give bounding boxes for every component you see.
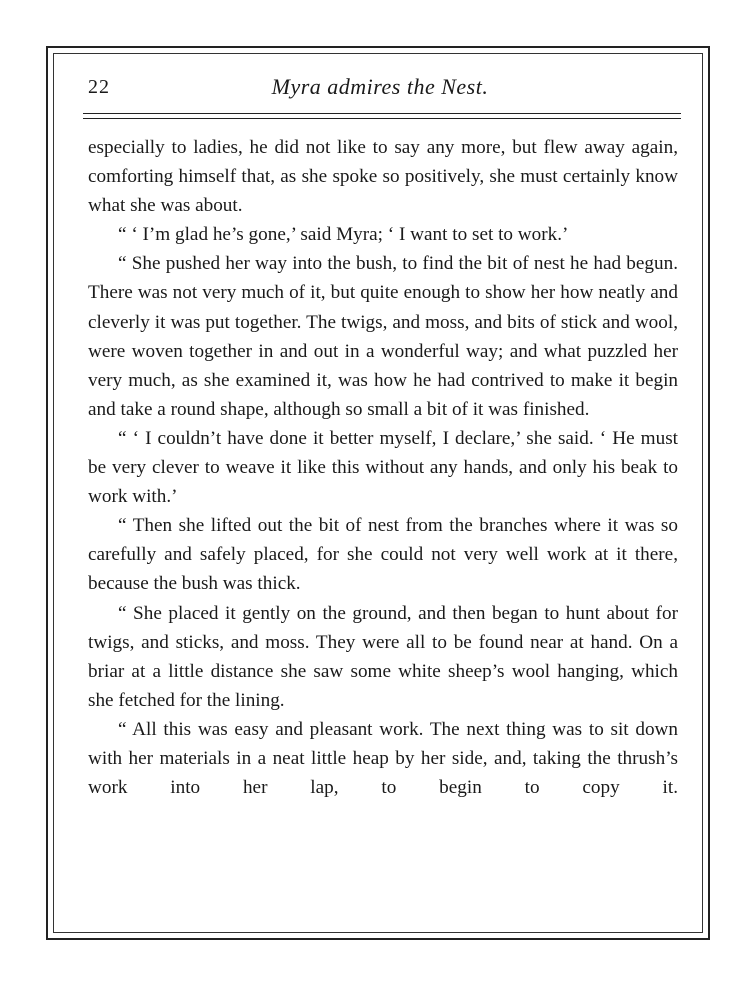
running-title: Myra admires the Nest. — [271, 74, 489, 99]
paragraph: “ She placed it gently on the ground, and then began to hunt about for twigs, and sticks, and moss. They were all to be found near at hand. On a briar at a little distance she saw some white sheep’s wool hanging, which she fetched for the lining. — [88, 602, 678, 711]
paragraph: “ Then she lifted out the bit of nest from the branches where it was so carefully and safely placed, for she could not very well work at it there, because the bush was thick. — [88, 515, 678, 595]
paragraph: “ All this was easy and pleasant work. The next thing was to sit down with her materials in a neat little heap by her side, and, taking the thrush’s work into her lap, to begin to copy it. — [88, 718, 678, 799]
header-rule-bottom — [83, 118, 681, 119]
page-header — [80, 72, 680, 106]
paragraph: especially to ladies, he did not like to say any more, but flew away again, comforting himself that, as she spoke so positively, she must certainly know what she was about. — [88, 137, 678, 217]
paragraph: “ ‘ I’m glad he’s gone,’ said Myra; ‘ I want to set to work.’ — [118, 224, 569, 246]
body-text — [88, 133, 678, 802]
header-rule-top — [83, 113, 681, 114]
paragraph: “ ‘ I couldn’t have done it better myself, I declare,’ she said. ‘ He must be very clever to weave it like this without any hands, and only his beak to work with.’ — [88, 427, 678, 508]
paragraph: “ She pushed her way into the bush, to find the bit of nest he had begun. There was not very much of it, but quite enough to show her how neatly and cleverly it was put together. The twigs, and moss, and bits of stick and wool, were woven together in and out in a wonderful way; and what puzzled her very much, as she examined it, was how he had contrived to make it begin and take a round shape, although so small a bit of it was finished. — [88, 253, 678, 420]
page-number: 22 — [88, 76, 110, 98]
